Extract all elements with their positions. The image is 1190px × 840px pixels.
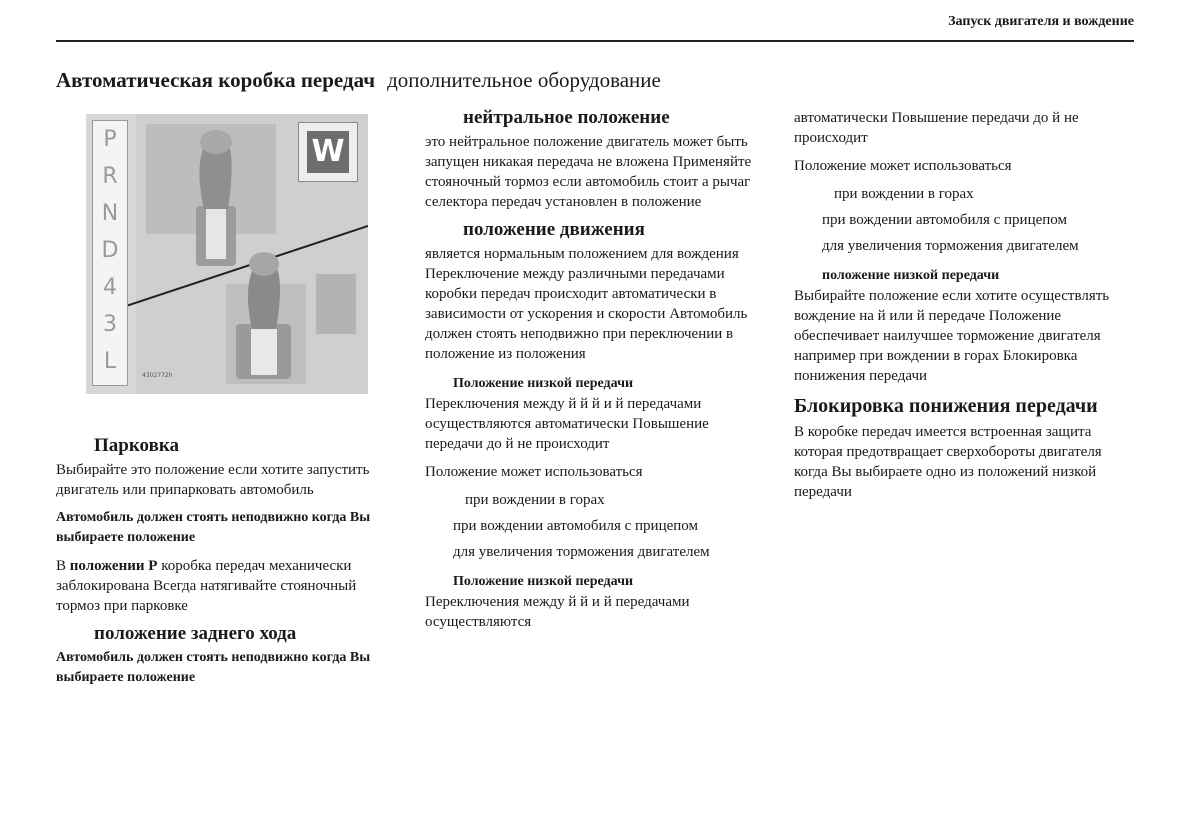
use-mountains-2: при вождении в горах [834,186,974,202]
header-rule [56,40,1134,42]
low-gear-text-1: Переключения между й й й и й передачами осуществляются автоматически Повышение передачи до й не происходит [425,396,709,452]
page-title-main: Автоматическая коробка передач [56,68,376,92]
running-header: Запуск двигателя и вождение [948,14,1134,29]
gear-position-strip [92,120,128,386]
low-gear-use-1: Положение может использоваться [425,464,643,480]
downshift-block-heading: Блокировка понижения передачи [794,395,1098,417]
gear-selector-figure [86,114,368,394]
p-text-pre: В [56,558,70,574]
figure-code: 4302772h [142,372,173,379]
page-title [56,68,661,93]
column-3 [794,108,1139,510]
low-gear-use-2: Положение может использоваться [794,158,1012,174]
use-braking-1: для увеличения торможения двигателем [453,544,710,560]
use-mountains-1: при вождении в горах [465,492,605,508]
use-braking-2: для увеличения торможения двигателем [822,238,1079,254]
winter-mode-button-icon [298,122,358,182]
gear-label-p: P [103,127,117,152]
use-trailer-2: при вождении автомобиля с прицепом [822,212,1068,228]
gear-label-l: L [103,349,117,374]
winter-mode-label: W [307,131,349,173]
p-text-post: коробка передач механически заблокирована Всегда натягивайте стояночный тормоз при парковке [56,558,357,614]
gear-label-r: R [102,164,118,189]
low-gear-heading-2: Положение низкой передачи [453,574,634,589]
drive-text: является нормальным положением для вождения Переключение между различными передачами коробки передач происходит автоматически в зависимости от ускорения и скорости Автомобиль должен стоять неподвижно при переключении в положение из положения [425,246,748,362]
reverse-heading: положение заднего хода [94,623,297,644]
gear-label-3: 3 [103,312,117,337]
parking-stationary-note: Автомобиль должен стоять неподвижно когда Вы выбираете положение [56,510,371,545]
neutral-heading: нейтральное положение [463,107,670,128]
drive-heading: положение движения [463,219,645,240]
low-gear-text-3: Выбирайте положение если хотите осуществлять вождение на й или й передаче Положение обеспечивает наилучшее торможение двигателя например при вождении в горах Блокировка понижения передачи [794,288,1110,384]
p-text-bold: положении Р [69,558,158,574]
parking-text: Выбирайте это положение если хотите запустить двигатель или припарковать автомобиль [56,462,370,498]
gear-label-n: N [101,201,119,226]
parking-heading: Парковка [94,435,179,456]
low-gear-heading-3: положение низкой передачи [822,268,1000,283]
p-position-text [56,556,386,616]
column-1 [56,108,386,696]
low-gear-text-2: Переключения между й й и й передачами осуществляются [425,594,690,630]
column-2 [425,108,770,640]
neutral-text: это нейтральное положение двигатель может быть запущен никакая передача не вложена Применяйте стояночный тормоз если автомобиль стоит а рычаг селектора передач установлен в положение [425,134,752,210]
reverse-stationary-note: Автомобиль должен стоять неподвижно когда Вы выбираете положение [56,650,371,685]
gear-label-d: D [101,238,119,263]
page-title-sub: дополнительное оборудование [387,68,661,92]
use-trailer-1: при вождении автомобиля с прицепом [453,518,699,534]
low-gear-heading-1: Положение низкой передачи [453,376,634,391]
continued-text: автоматически Повышение передачи до й не происходит [794,110,1079,146]
gear-label-4: 4 [103,275,117,300]
downshift-block-text: В коробке передач имеется встроенная защита которая предотвращает сверхобороты двигателя когда Вы выбираете одно из положений низкой передачи [794,424,1102,500]
